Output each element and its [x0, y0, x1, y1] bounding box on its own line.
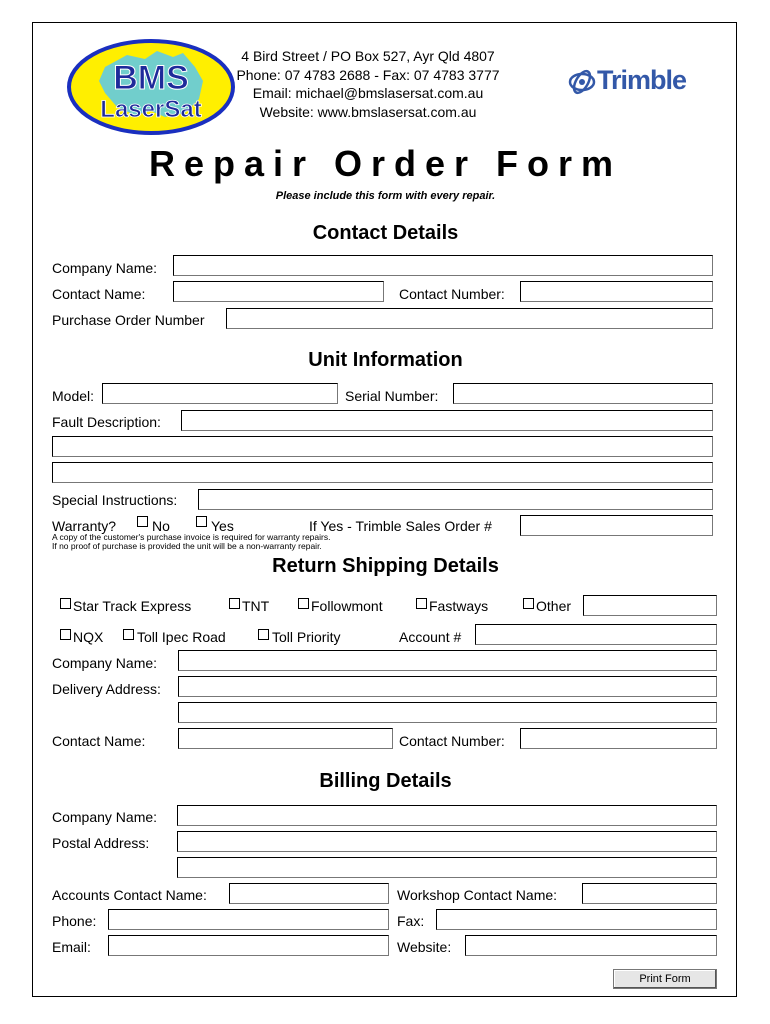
address-line: 4 Bird Street / PO Box 527, Ayr Qld 4807	[241, 48, 495, 64]
nqx-label: NQX	[73, 629, 104, 645]
unit-information-heading: Unit Information	[308, 349, 463, 371]
print-form-button[interactable]: Print Form	[613, 969, 717, 989]
billing-details-heading: Billing Details	[319, 770, 452, 792]
shipping-contact-name-input[interactable]	[179, 729, 392, 748]
model-label: Model:	[52, 388, 95, 404]
trimble-sales-order-label: If Yes - Trimble Sales Order #	[309, 518, 492, 534]
delivery-address-input-2[interactable]	[179, 703, 716, 722]
contact-name-label: Contact Name:	[52, 286, 146, 302]
contact-name-field[interactable]	[173, 281, 384, 302]
fastways-checkbox[interactable]	[416, 598, 427, 609]
contact-number-field[interactable]	[520, 281, 713, 302]
account-number-input[interactable]	[476, 625, 716, 644]
other-field[interactable]	[583, 595, 717, 616]
warranty-note-2: If no proof of purchase is provided the unit will be a non-warranty repair.	[52, 541, 322, 551]
company-name-label: Company Name:	[52, 260, 158, 276]
contact-number-label: Contact Number:	[399, 286, 505, 302]
postal-address-label: Postal Address:	[52, 835, 150, 851]
tnt-checkbox[interactable]	[229, 598, 240, 609]
star-track-label: Star Track Express	[73, 598, 192, 614]
fault-description-input-3[interactable]	[53, 463, 712, 482]
trimble-sales-order-field[interactable]	[520, 515, 713, 536]
shipping-contact-number-input[interactable]	[521, 729, 716, 748]
phone-input[interactable]	[109, 910, 388, 929]
other-label: Other	[536, 598, 572, 614]
shipping-contact-name-field[interactable]	[178, 728, 393, 749]
toll-ipec-checkbox[interactable]	[123, 629, 134, 640]
trimble-sales-order-input[interactable]	[521, 516, 712, 535]
website-field[interactable]	[465, 935, 717, 956]
svg-text:LaserSat: LaserSat	[100, 96, 202, 123]
nqx-checkbox[interactable]	[60, 629, 71, 640]
contact-details-heading: Contact Details	[312, 222, 459, 244]
model-input[interactable]	[103, 384, 337, 403]
postal-address-field[interactable]	[177, 831, 717, 852]
account-number-label: Account #	[399, 629, 462, 645]
serial-number-label: Serial Number:	[345, 388, 439, 404]
star-track-checkbox[interactable]	[60, 598, 71, 609]
warranty-label: Warranty?	[52, 518, 117, 534]
special-instructions-label: Special Instructions:	[52, 492, 178, 508]
website-input[interactable]	[466, 936, 716, 955]
followmont-checkbox[interactable]	[298, 598, 309, 609]
shipping-company-field[interactable]	[178, 650, 717, 671]
phone-label: Phone:	[52, 913, 97, 929]
billing-company-field[interactable]	[177, 805, 717, 826]
address-line: Website: www.bmslasersat.com.au	[259, 103, 477, 120]
toll-priority-checkbox[interactable]	[258, 629, 269, 640]
fastways-label: Fastways	[429, 598, 489, 614]
bms-lasersat-logo	[65, 37, 237, 137]
postal-address-input[interactable]	[178, 832, 716, 851]
postal-address-line2[interactable]	[177, 857, 717, 878]
accounts-contact-label: Accounts Contact Name:	[52, 887, 207, 903]
fault-description-line2[interactable]	[52, 436, 713, 457]
other-checkbox[interactable]	[523, 598, 534, 609]
serial-number-field[interactable]	[453, 383, 713, 404]
fax-input[interactable]	[437, 910, 716, 929]
fax-label: Fax:	[397, 913, 425, 929]
contact-number-input[interactable]	[521, 282, 712, 301]
workshop-contact-label: Workshop Contact Name:	[397, 887, 558, 903]
email-field[interactable]	[108, 935, 389, 956]
accounts-contact-field[interactable]	[229, 883, 389, 904]
purchase-order-input[interactable]	[227, 309, 712, 328]
warranty-note-1: A copy of the customer's purchase invoice is required for warranty repairs.	[52, 532, 331, 542]
contact-name-input[interactable]	[174, 282, 383, 301]
company-name-input[interactable]	[174, 256, 712, 275]
fault-description-line3[interactable]	[52, 462, 713, 483]
special-instructions-field[interactable]	[198, 489, 713, 510]
svg-text:BMS: BMS	[113, 59, 189, 97]
email-label: Email:	[52, 939, 91, 955]
phone-field[interactable]	[108, 909, 389, 930]
fault-description-field[interactable]	[181, 410, 713, 431]
billing-company-input[interactable]	[178, 806, 716, 825]
shipping-company-input[interactable]	[179, 651, 716, 670]
company-address	[223, 47, 513, 121]
company-name-field[interactable]	[173, 255, 713, 276]
trimble-globe-icon	[567, 67, 597, 97]
billing-company-label: Company Name:	[52, 809, 158, 825]
return-shipping-heading: Return Shipping Details	[272, 555, 499, 577]
warranty-yes-label: Yes	[211, 518, 234, 534]
delivery-address-input[interactable]	[179, 677, 716, 696]
form-title: Repair Order Form	[148, 143, 623, 184]
warranty-yes-checkbox[interactable]	[196, 516, 207, 527]
workshop-contact-field[interactable]	[582, 883, 717, 904]
shipping-contact-name-label: Contact Name:	[52, 733, 146, 749]
workshop-contact-input[interactable]	[583, 884, 716, 903]
serial-number-input[interactable]	[454, 384, 712, 403]
model-field[interactable]	[102, 383, 338, 404]
shipping-contact-number-field[interactable]	[520, 728, 717, 749]
email-input[interactable]	[109, 936, 388, 955]
trimble-logo	[567, 65, 707, 99]
fault-description-label: Fault Description:	[52, 414, 161, 430]
fax-field[interactable]	[436, 909, 717, 930]
address-line: Email: michael@bmslasersat.com.au	[252, 85, 484, 101]
toll-priority-label: Toll Priority	[272, 629, 341, 645]
accounts-contact-input[interactable]	[230, 884, 388, 903]
trimble-wordmark: Trimble	[597, 65, 687, 95]
special-instructions-input[interactable]	[199, 490, 712, 509]
shipping-contact-number-label: Contact Number:	[399, 733, 505, 749]
toll-ipec-label: Toll Ipec Road	[137, 629, 226, 645]
fault-description-input[interactable]	[182, 411, 712, 430]
delivery-address-label: Delivery Address:	[52, 681, 161, 697]
purchase-order-field[interactable]	[226, 308, 713, 329]
delivery-address-line2[interactable]	[178, 702, 717, 723]
purchase-order-label: Purchase Order Number	[52, 312, 205, 328]
account-number-field[interactable]	[475, 624, 717, 645]
postal-address-input-2[interactable]	[178, 858, 716, 877]
tnt-label: TNT	[242, 598, 270, 614]
fault-description-input-2[interactable]	[53, 437, 712, 456]
shipping-company-label: Company Name:	[52, 655, 158, 671]
delivery-address-field[interactable]	[178, 676, 717, 697]
followmont-label: Followmont	[311, 598, 383, 614]
website-label: Website:	[397, 939, 452, 955]
form-page	[32, 22, 737, 997]
warranty-no-label: No	[152, 518, 170, 534]
address-line: Phone: 07 4783 2688 - Fax: 07 4783 3777	[236, 66, 500, 83]
warranty-no-checkbox[interactable]	[137, 516, 148, 527]
form-subtitle: Please include this form with every repair.	[275, 190, 496, 202]
other-input[interactable]	[584, 596, 716, 615]
